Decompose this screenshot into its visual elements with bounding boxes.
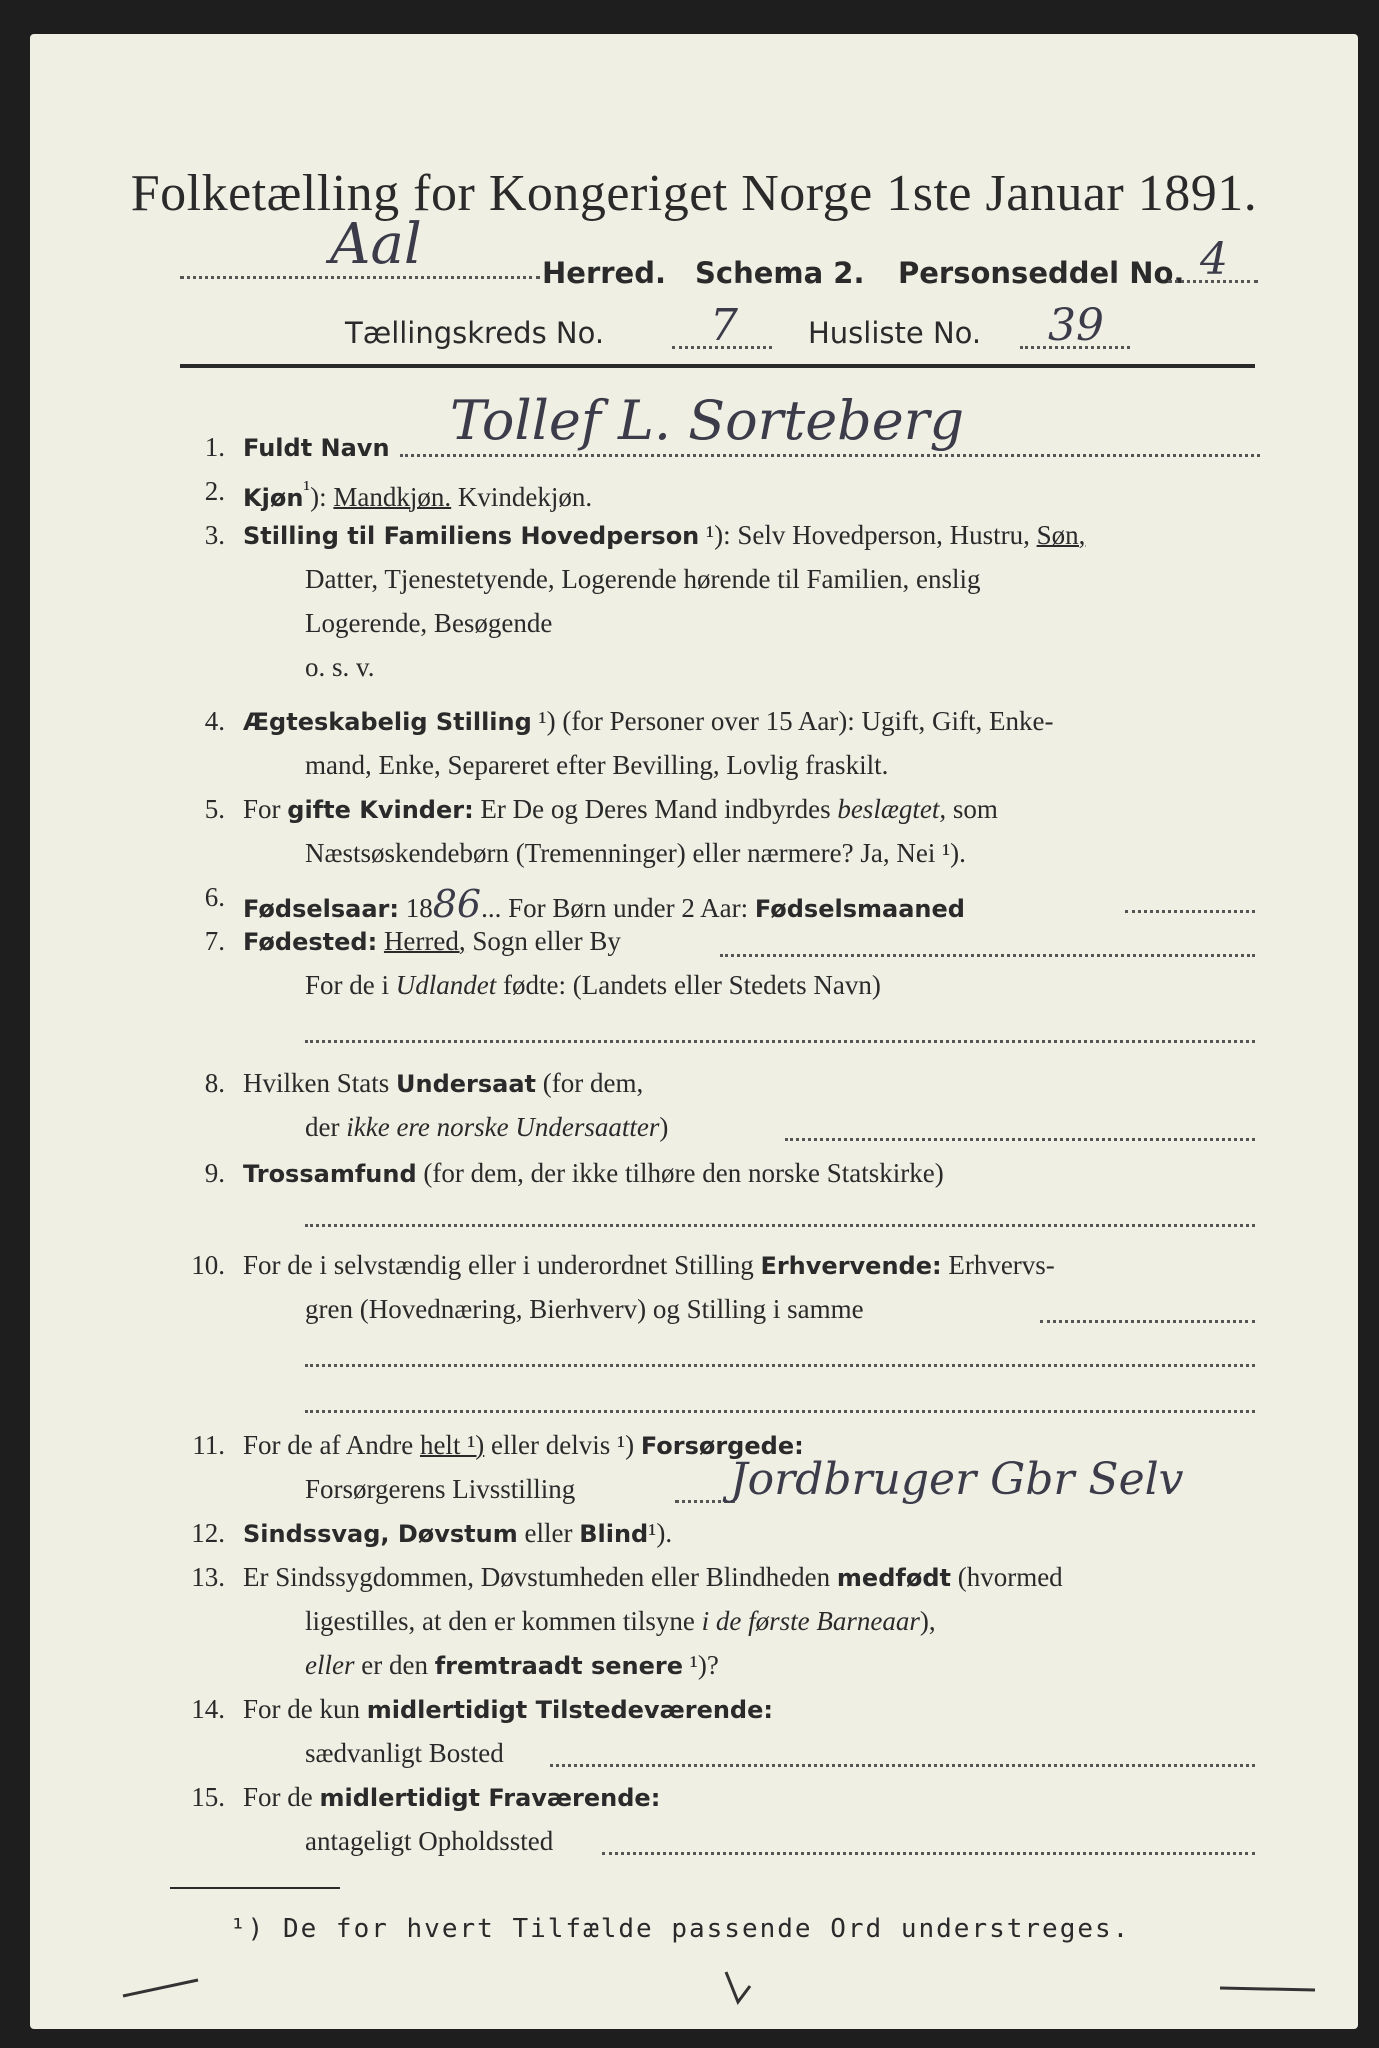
birthplace-options: Sogn eller By <box>472 926 621 956</box>
sex-option-male: Mandkjøn. <box>333 482 452 512</box>
abroad-italic: Udlandet <box>395 970 497 1000</box>
birthplace-label: Fødested: <box>243 928 378 956</box>
item-11-number: 11. <box>192 1430 225 1460</box>
sex-label: Kjøn <box>243 484 304 512</box>
family-position-label: Stilling til Familiens Hovedperson <box>243 522 700 550</box>
usual-residence-dotted-line <box>550 1764 1255 1767</box>
citizenship-text-1: Hvilken Stats <box>243 1068 390 1098</box>
congenital-text-2: ligestilles, at den er kommen tilsyne <box>305 1606 695 1636</box>
occupation-label: Erhvervende: <box>760 1252 942 1280</box>
family-position-line-2: Datter, Tjenestetyende, Logerende hørende til Familien, enslig <box>305 564 981 594</box>
congenital-text-1: Er Sindssygdommen, Døvstumheden eller Blindheden <box>243 1562 831 1592</box>
item-2-number: 2. <box>204 476 225 506</box>
footnote-rule <box>170 1887 340 1889</box>
marital-status-text-1: (for Personer over 15 Aar): Ugift, Gift, Enke- <box>562 706 1054 736</box>
supported-selected: helt ¹) <box>419 1430 485 1460</box>
abroad-dotted-line <box>305 1040 1255 1043</box>
religion-label: Trossamfund <box>243 1160 417 1188</box>
blind-label: Blind <box>579 1520 649 1548</box>
full-name-dotted-line <box>400 454 1260 457</box>
temporary-present-label: midlertidigt Tilstedeværende: <box>366 1696 773 1724</box>
pen-mark-right <box>1215 1978 1325 1998</box>
birth-year-prefix: 18 <box>405 893 433 923</box>
occupation-text-1: For de i selvstændig eller i underordnet Stilling <box>243 1250 754 1280</box>
married-women-prefix: For <box>243 794 281 824</box>
item-8-number: 8. <box>204 1068 225 1098</box>
congenital-label: medfødt <box>836 1564 951 1592</box>
occupation-dotted-line-3 <box>305 1410 1255 1413</box>
abroad-text-b: fødte: (Landets eller Stedets Navn) <box>503 970 881 1000</box>
citizenship-label: Undersaat <box>396 1070 537 1098</box>
congenital-italic: i de første Barneaar <box>701 1606 920 1636</box>
item-13-number: 13. <box>191 1562 225 1592</box>
item-15-number: 15. <box>191 1782 225 1812</box>
temporary-absent-label: midlertidigt Fraværende: <box>319 1784 661 1812</box>
provider-occupation-value: Jordbruger Gbr Selv <box>730 1454 1184 1505</box>
pen-mark-left <box>118 1974 208 2004</box>
birthplace-selected: Herred, <box>383 926 466 956</box>
full-name-label: Fuldt Navn <box>243 434 390 462</box>
religion-text: (for dem, der ikke tilhøre den norske Statskirke) <box>423 1158 944 1188</box>
citizenship-italic: ikke ere norske Undersaatter <box>346 1112 660 1142</box>
personseddel-value: 4 <box>1200 234 1228 285</box>
married-women-text-2: Næstsøskendebørn (Tremenninger) eller nærmere? Ja, Nei ¹). <box>305 838 966 868</box>
probable-residence-dotted-line <box>602 1852 1255 1855</box>
sex-option-female: Kvindekjøn. <box>457 482 593 512</box>
family-position-selected: Søn, <box>1036 520 1086 550</box>
census-form: Folketælling for Kongeriget Norge 1ste Januar 1891. Aal Herred. Schema 2. Personseddel No. 4 Tællingskreds No. 7 Husliste No. 39 1. Fuldt Navn Tollef L. Sorteberg 2. Kjøn$^{^1}$): Mandkjøn. Kvindekjøn. 3. Stilling til Familiens Hovedperson ¹): Selv Hovedperson, Hustru, Søn, Datter, Tjenestetyende, Logerende hørende til Familien, enslig Logerende, Besøgende o. s. v. 4. Ægteskabelig Stilling ¹) (for Personer over 15 Aar): Ugift, Gift, Enke- mand, Enke, Separeret efter Bevilling, Lovlig fraskilt. 5. For gifte Kvinder: Er De og Deres Mand indbyrdes beslægtet, som Næstsøskendebørn (Tremenninger) eller nærmere? Ja, Nei ¹). 6. Fødselsaar: 1886... For Børn under 2 Aar: Fødselsmaaned 7. Fødested: Herred, Sogn eller By For de i Udlandet fødte: (Landets eller Stedets Navn) 8. Hvilken Stats Undersaat (for dem, der ikke ere norske Undersaatter) 9. Trossamfund (for dem, der ikke tilhøre den norske Statskirke) 10. For de i selvstændig eller i underordnet Stilling Erhvervende: Erhvervs- gren (Hovednæring, Bierhverv) og Stilling i samme 11. For de af Andre helt ¹) eller delvis ¹) Forsørgede: Forsørgerens Livsstilling Jordbruger Gbr Selv 12. Sindssvag, Døvstum eller Blind¹). 13. Er Sindssygdommen, Døvstumheden eller Blindheden medfødt (hvormed ligestilles, at den er kommen tilsyne i de første Barneaar), eller er den fremtraadt senere ¹)? 14. For de kun midlertidigt Tilstedeværende: sædvanligt Bosted 15. For de midlertidigt Fraværende: antageligt Opholdssted ¹) De for hvert Tilfælde passende Ord understreges. <box>30 34 1358 2029</box>
pen-mark-center <box>720 1966 760 2010</box>
occupation-text-2: gren (Hovednæring, Bierhverv) og Stilling i samme <box>305 1294 864 1324</box>
usual-residence-label: sædvanligt Bosted <box>305 1738 504 1768</box>
item-10-number: 10. <box>191 1250 225 1280</box>
supported-label: Forsørgede: <box>640 1432 804 1460</box>
husliste-label: Husliste No. <box>808 316 982 350</box>
abroad-text-a: For de i <box>305 970 389 1000</box>
sex-footnote-mark: ¹ <box>303 476 311 501</box>
married-women-text-1: Er De og Deres Mand indbyrdes <box>480 794 831 824</box>
item-7-number: 7. <box>204 926 225 956</box>
kreds-label: Tællingskreds No. <box>345 316 605 350</box>
occupation-dotted-line-1 <box>1040 1320 1255 1323</box>
married-women-text-1b: som <box>952 794 998 824</box>
herred-label: Herred. <box>542 256 666 290</box>
citizenship-dotted-line <box>785 1138 1255 1141</box>
birth-year-label: Fødselsaar: <box>243 895 399 923</box>
temporary-absent-text: For de <box>243 1782 313 1812</box>
herred-value: Aal <box>330 212 422 277</box>
schema-label: Schema 2. <box>695 256 865 290</box>
birth-year-value: 86 <box>432 882 482 926</box>
supported-text-1: For de af Andre <box>243 1430 414 1460</box>
item-1-number: 1. <box>204 432 225 462</box>
family-position-line-4: o. s. v. <box>305 652 375 682</box>
item-12-number: 12. <box>191 1518 225 1548</box>
item-5-number: 5. <box>204 794 225 824</box>
item-3-number: 3. <box>204 520 225 550</box>
birth-month-text: For Børn under 2 Aar: <box>508 893 749 923</box>
married-women-italic: beslægtet, <box>837 794 947 824</box>
disability-end: ¹). <box>648 1518 673 1548</box>
disability-or: eller <box>524 1518 573 1548</box>
supported-text-1b: eller delvis ¹) <box>491 1430 635 1460</box>
provider-occupation-label: Forsørgerens Livsstilling <box>305 1474 576 1504</box>
footnote: ¹) De for hvert Tilfælde passende Ord understreges. <box>230 1914 1131 1944</box>
personseddel-label: Personseddel No. <box>898 256 1185 290</box>
husliste-value: 39 <box>1048 300 1104 351</box>
birth-month-label: Fødselsmaaned <box>754 895 965 923</box>
later-onset-label: fremtraadt senere <box>434 1652 684 1680</box>
family-position-options: Selv Hovedperson, Hustru, <box>737 520 1030 550</box>
kreds-value: 7 <box>710 300 738 351</box>
occupation-text-1b: Erhvervs- <box>948 1250 1055 1280</box>
probable-residence-label: antageligt Opholdssted <box>305 1826 554 1856</box>
citizenship-text-1b: (for dem, <box>542 1068 644 1098</box>
header-rule <box>180 364 1255 368</box>
full-name-value: Tollef L. Sorteberg <box>450 389 965 452</box>
congenital-end: ¹)? <box>689 1650 719 1680</box>
marital-status-label: Ægteskabelig Stilling <box>243 708 532 736</box>
religion-dotted-line <box>305 1224 1255 1227</box>
congenital-text-3: er den <box>361 1650 428 1680</box>
birth-month-dotted-line <box>1125 910 1255 913</box>
birthplace-dotted-line <box>720 954 1255 957</box>
item-6-number: 6. <box>204 882 225 912</box>
congenital-italic-2: eller <box>305 1650 355 1680</box>
family-position-line-3: Logerende, Besøgende <box>305 608 553 638</box>
disability-label: Sindssvag, Døvstum <box>243 1520 518 1548</box>
item-9-number: 9. <box>204 1158 225 1188</box>
temporary-present-text: For de kun <box>243 1694 360 1724</box>
form-title: Folketælling for Kongeriget Norge 1ste Januar 1891. <box>130 165 1258 222</box>
congenital-text-1b: (hvormed <box>957 1562 1063 1592</box>
citizenship-text-2a: der <box>305 1112 340 1142</box>
marital-status-text-2: mand, Enke, Separeret efter Bevilling, Lovlig fraskilt. <box>305 750 889 780</box>
item-4-number: 4. <box>204 706 225 736</box>
item-14-number: 14. <box>191 1694 225 1724</box>
married-women-label: gifte Kvinder: <box>287 796 474 824</box>
provider-dotted-line <box>675 1500 735 1503</box>
occupation-dotted-line-2 <box>305 1364 1255 1367</box>
